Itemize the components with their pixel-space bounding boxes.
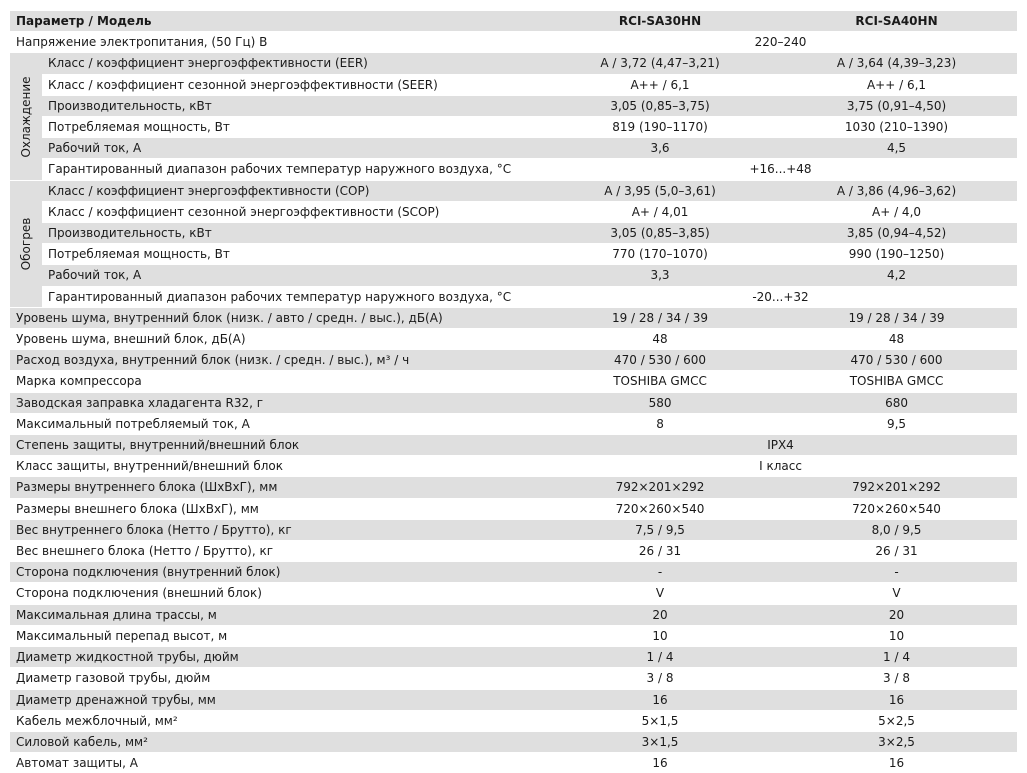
row-label: Диаметр газовой трубы, дюйм <box>10 668 544 689</box>
value-model-2: TOSHIBA GMCC <box>776 371 1017 392</box>
value-span: +16...+48 <box>544 159 1017 180</box>
table-row <box>10 604 1017 625</box>
row-label: Вес внутреннего блока (Нетто / Брутто), кг <box>10 519 544 540</box>
value-model-1: 1 / 4 <box>544 647 776 668</box>
value-model-2: 680 <box>776 392 1017 413</box>
table-row <box>10 53 1017 74</box>
value-model-2: 792×201×292 <box>776 477 1017 498</box>
row-label: Кабель межблочный, мм² <box>10 710 544 731</box>
heating-range-row <box>10 286 1017 307</box>
table-row <box>10 456 1017 477</box>
cooling-range-row <box>10 159 1017 180</box>
row-label: Рабочий ток, А <box>42 265 544 286</box>
value-model-1: 3,6 <box>544 138 776 159</box>
table-row <box>10 371 1017 392</box>
row-label: Потребляемая мощность, Вт <box>42 244 544 265</box>
table-row <box>10 74 1017 95</box>
row-label: Сторона подключения (внутренний блок) <box>10 562 544 583</box>
value-model-1: 20 <box>544 604 776 625</box>
value-model-2: 8,0 / 9,5 <box>776 519 1017 540</box>
value-model-1: 3,05 (0,85–3,75) <box>544 95 776 116</box>
value-model-1: TOSHIBA GMCC <box>544 371 776 392</box>
table-row <box>10 583 1017 604</box>
row-label: Уровень шума, внешний блок, дБ(А) <box>10 329 544 350</box>
row-label: Класс / коэффициент сезонной энергоэффективности (SCOP) <box>42 201 544 222</box>
value-model-2: 3,75 (0,91–4,50) <box>776 95 1017 116</box>
table-row <box>10 201 1017 222</box>
value-model-1: A++ / 6,1 <box>544 74 776 95</box>
row-label: Производительность, кВт <box>42 223 544 244</box>
table-row <box>10 329 1017 350</box>
value-model-1: V <box>544 583 776 604</box>
row-label: Диаметр жидкостной трубы, дюйм <box>10 647 544 668</box>
value-model-1: 26 / 31 <box>544 541 776 562</box>
value-model-2: 19 / 28 / 34 / 39 <box>776 307 1017 328</box>
header-model-1: RCI-SA30HN <box>544 11 776 32</box>
table-row <box>10 625 1017 646</box>
row-label: Заводская заправка хладагента R32, г <box>10 392 544 413</box>
table-row <box>10 307 1017 328</box>
value-span: -20...+32 <box>544 286 1017 307</box>
table-row <box>10 435 1017 456</box>
row-label: Размеры внутреннего блока (ШхВхГ), мм <box>10 477 544 498</box>
value-model-1: 3,3 <box>544 265 776 286</box>
table-row <box>10 117 1017 138</box>
value-model-1: A+ / 4,01 <box>544 201 776 222</box>
table-row <box>10 498 1017 519</box>
table-row <box>10 541 1017 562</box>
row-label: Уровень шума, внутренний блок (низк. / авто / средн. / выс.), дБ(А) <box>10 307 544 328</box>
table-row <box>10 753 1017 773</box>
table-row <box>10 731 1017 752</box>
value-model-2: 470 / 530 / 600 <box>776 350 1017 371</box>
value-model-1: 8 <box>544 413 776 434</box>
table-row <box>10 413 1017 434</box>
value-model-2: 4,5 <box>776 138 1017 159</box>
value-model-2: V <box>776 583 1017 604</box>
value-model-1: 720×260×540 <box>544 498 776 519</box>
value-model-1: 792×201×292 <box>544 477 776 498</box>
row-label: Марка компрессора <box>10 371 544 392</box>
row-label: Производительность, кВт <box>42 95 544 116</box>
voltage-value: 220–240 <box>544 32 1017 53</box>
row-label: Максимальный перепад высот, м <box>10 625 544 646</box>
value-model-1: 819 (190–1170) <box>544 117 776 138</box>
value-model-2: 3×2,5 <box>776 731 1017 752</box>
value-model-2: A+ / 4,0 <box>776 201 1017 222</box>
table-row <box>10 647 1017 668</box>
value-model-1: 470 / 530 / 600 <box>544 350 776 371</box>
value-model-1: 19 / 28 / 34 / 39 <box>544 307 776 328</box>
table-row <box>10 138 1017 159</box>
value-model-2: 1 / 4 <box>776 647 1017 668</box>
table-row <box>10 244 1017 265</box>
value-model-2: 9,5 <box>776 413 1017 434</box>
table-row <box>10 392 1017 413</box>
table-row <box>10 265 1017 286</box>
value-model-1: 5×1,5 <box>544 710 776 731</box>
value-model-2: 16 <box>776 753 1017 773</box>
value-model-2: 26 / 31 <box>776 541 1017 562</box>
value-model-1: 3,05 (0,85–3,85) <box>544 223 776 244</box>
row-label: Расход воздуха, внутренний блок (низк. / средн. / выс.), м³ / ч <box>10 350 544 371</box>
value-model-1: 580 <box>544 392 776 413</box>
row-label: Максимальный потребляемый ток, А <box>10 413 544 434</box>
cooling-section-label <box>10 53 42 180</box>
value-model-2: 990 (190–1250) <box>776 244 1017 265</box>
cooling-title: Охлаждение <box>18 75 33 158</box>
table-row <box>10 180 1017 201</box>
value-model-2: 5×2,5 <box>776 710 1017 731</box>
table-row <box>10 223 1017 244</box>
value-model-1: A / 3,95 (5,0–3,61) <box>544 180 776 201</box>
value-span: IPX4 <box>544 435 1017 456</box>
header-row <box>10 11 1017 32</box>
table-row <box>10 477 1017 498</box>
row-label: Класс / коэффициент энергоэффективности (EER) <box>42 53 544 74</box>
heating-section-label <box>10 180 42 307</box>
row-label: Потребляемая мощность, Вт <box>42 117 544 138</box>
value-model-1: 48 <box>544 329 776 350</box>
row-label: Класс / коэффициент энергоэффективности (COP) <box>42 180 544 201</box>
header-param: Параметр / Модель <box>10 11 544 32</box>
table-row <box>10 689 1017 710</box>
value-model-2: 3 / 8 <box>776 668 1017 689</box>
spec-table <box>10 10 1017 773</box>
row-label: Максимальная длина трассы, м <box>10 604 544 625</box>
row-label: Сторона подключения (внешний блок) <box>10 583 544 604</box>
table-row <box>10 710 1017 731</box>
value-model-2: A++ / 6,1 <box>776 74 1017 95</box>
row-label: Класс защиты, внутренний/внешний блок <box>10 456 544 477</box>
value-model-1: 3 / 8 <box>544 668 776 689</box>
table-row <box>10 95 1017 116</box>
voltage-label: Напряжение электропитания, (50 Гц) В <box>10 32 544 53</box>
value-span: I класс <box>544 456 1017 477</box>
table-row <box>10 562 1017 583</box>
value-model-2: 16 <box>776 689 1017 710</box>
value-model-1: - <box>544 562 776 583</box>
value-model-2: A / 3,64 (4,39–3,23) <box>776 53 1017 74</box>
value-model-2: A / 3,86 (4,96–3,62) <box>776 180 1017 201</box>
heating-title: Обогрев <box>18 217 33 271</box>
voltage-row <box>10 32 1017 53</box>
row-label: Диаметр дренажной трубы, мм <box>10 689 544 710</box>
header-model-2: RCI-SA40HN <box>776 11 1017 32</box>
value-model-1: 16 <box>544 689 776 710</box>
value-model-1: 770 (170–1070) <box>544 244 776 265</box>
value-model-2: 720×260×540 <box>776 498 1017 519</box>
value-model-2: 20 <box>776 604 1017 625</box>
value-model-2: 1030 (210–1390) <box>776 117 1017 138</box>
row-label: Степень защиты, внутренний/внешний блок <box>10 435 544 456</box>
row-label: Гарантированный диапазон рабочих температур наружного воздуха, °С <box>42 159 544 180</box>
value-model-1: A / 3,72 (4,47–3,21) <box>544 53 776 74</box>
value-model-1: 7,5 / 9,5 <box>544 519 776 540</box>
table-row <box>10 350 1017 371</box>
row-label: Гарантированный диапазон рабочих температур наружного воздуха, °С <box>42 286 544 307</box>
table-row <box>10 519 1017 540</box>
row-label: Автомат защиты, А <box>10 753 544 773</box>
value-model-1: 3×1,5 <box>544 731 776 752</box>
value-model-2: 10 <box>776 625 1017 646</box>
value-model-2: 48 <box>776 329 1017 350</box>
value-model-1: 16 <box>544 753 776 773</box>
value-model-2: - <box>776 562 1017 583</box>
row-label: Класс / коэффициент сезонной энергоэффективности (SEER) <box>42 74 544 95</box>
row-label: Рабочий ток, А <box>42 138 544 159</box>
table-row <box>10 668 1017 689</box>
value-model-2: 3,85 (0,94–4,52) <box>776 223 1017 244</box>
row-label: Силовой кабель, мм² <box>10 731 544 752</box>
row-label: Размеры внешнего блока (ШхВхГ), мм <box>10 498 544 519</box>
value-model-2: 4,2 <box>776 265 1017 286</box>
row-label: Вес внешнего блока (Нетто / Брутто), кг <box>10 541 544 562</box>
value-model-1: 10 <box>544 625 776 646</box>
